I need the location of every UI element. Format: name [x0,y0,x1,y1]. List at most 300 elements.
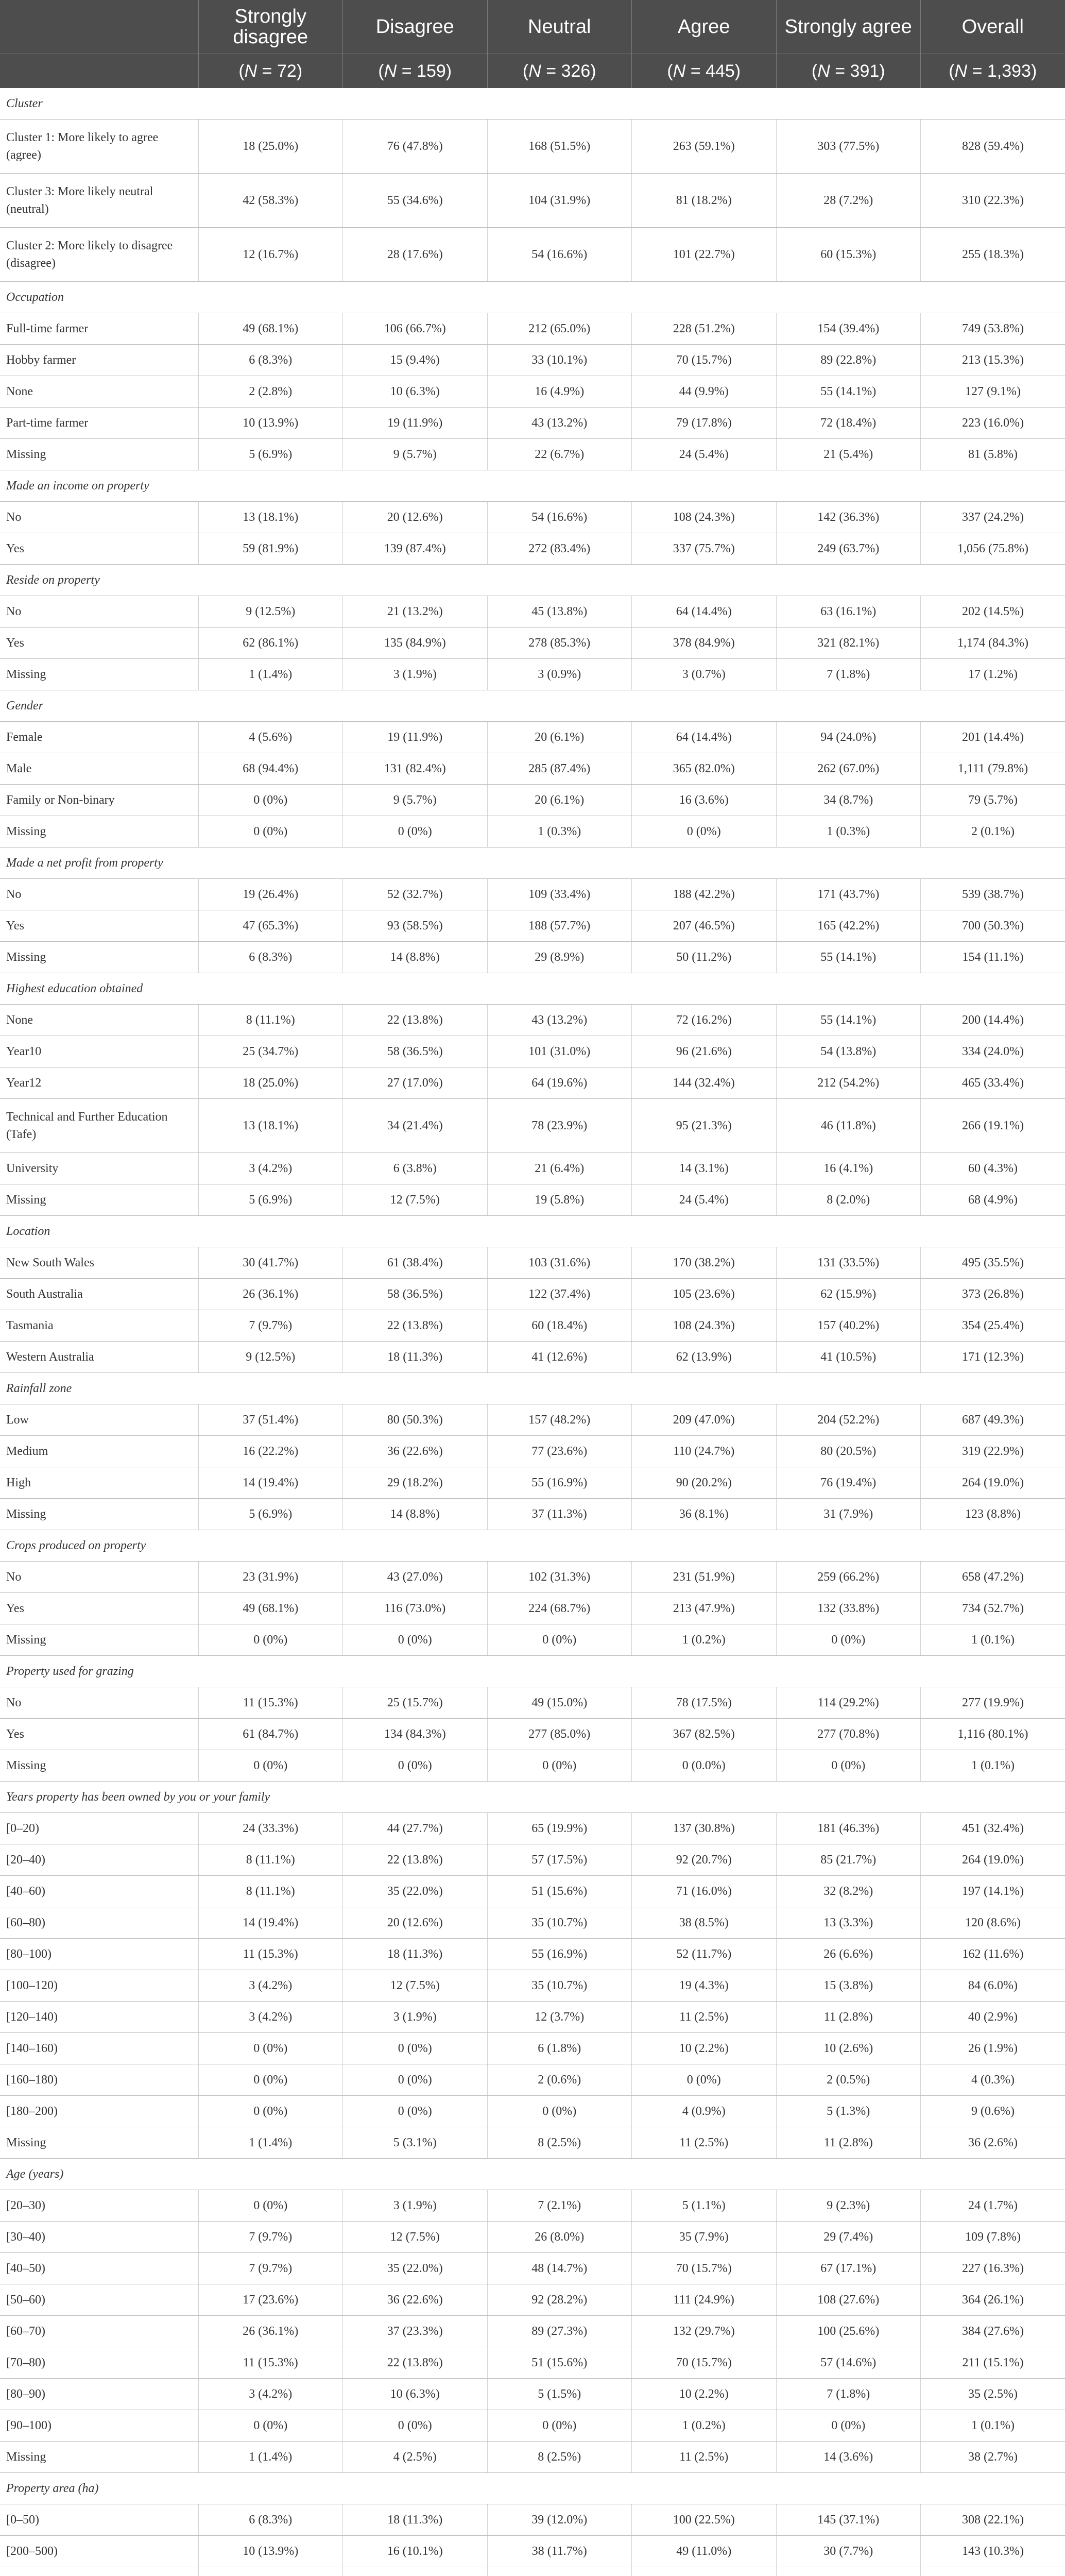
table-row [0,910,1065,942]
table-cell: 41 (12.6%) [487,1342,632,1373]
table-cell: 49 (68.1%) [198,1593,343,1624]
table-cell: 21 (13.2%) [343,596,488,628]
table-cell: 3 (1.9%) [343,659,488,690]
table-cell: 188 (42.2%) [632,879,777,910]
table-cell: 54 (16.6%) [487,228,632,282]
table-row [0,1907,1065,1939]
table-cell: 6 (8.3%) [198,345,343,376]
table-cell: 24 (1.7%) [921,2190,1065,2222]
table-row [0,1247,1065,1279]
table-cell: 54 (13.8%) [776,1036,921,1067]
row-label: [160–180) [0,2064,198,2096]
table-row [0,1970,1065,2002]
table-row [0,1467,1065,1499]
section-title: Location [0,1216,1065,1247]
table-cell: 465 (33.4%) [921,1067,1065,1099]
row-label: Yes [0,1719,198,1750]
table-cell: 65 (19.9%) [487,1813,632,1844]
table-cell: 4 (0.3%) [921,2064,1065,2096]
table-cell: 84 (6.0%) [921,1970,1065,2002]
row-label: [90–100) [0,2410,198,2442]
table-row [0,313,1065,345]
table-cell: 181 (46.3%) [776,1813,921,1844]
table-cell: 451 (32.4%) [921,1813,1065,1844]
row-label: Missing [0,1624,198,1656]
table-cell: 9 (12.5%) [198,1342,343,1373]
table-cell: 209 (47.0%) [632,1404,777,1436]
table-cell: 27 (17.0%) [343,1067,488,1099]
table-cell: 0 (0%) [343,816,488,848]
row-label: Yes [0,628,198,659]
table-cell: 10 (2.6%) [776,2033,921,2064]
table-cell: 378 (84.9%) [632,628,777,659]
table-cell: 9 (2.3%) [776,2190,921,2222]
table-row [0,120,1065,174]
table-cell: 749 (53.8%) [921,313,1065,345]
table-cell: 26 (36.1%) [198,2316,343,2347]
table-cell: 1 (0.1%) [921,1624,1065,1656]
table-cell: 354 (25.4%) [921,1310,1065,1342]
table-cell: 36 (22.6%) [343,2284,488,2316]
row-label: [200–500) [0,2536,198,2567]
table-row [0,502,1065,533]
row-label: [40–60) [0,1876,198,1907]
table-cell: 60 (15.3%) [776,228,921,282]
table-cell: 14 (8.8%) [343,1499,488,1530]
table-row [0,345,1065,376]
table-cell: 231 (51.9%) [632,1562,777,1593]
table-row [0,1687,1065,1719]
table-cell: 134 (84.3%) [343,1719,488,1750]
section-title: Age (years) [0,2159,1065,2190]
row-label: Missing [0,1499,198,1530]
table-cell: 1 (1.4%) [198,659,343,690]
table-cell: 145 (37.1%) [776,2504,921,2536]
table-cell: 16 (4.9%) [487,376,632,408]
header-cell: Neutral [487,0,632,54]
table-cell: 43 (27.0%) [343,1562,488,1593]
section-header-row [0,88,1065,120]
table-cell: 11 (2.5%) [632,2127,777,2159]
table-cell: 5 (1.5%) [487,2379,632,2410]
table-cell: 94 (24.0%) [776,722,921,753]
table-cell: 14 (19.4%) [198,1907,343,1939]
table-cell: 16 (4.1%) [776,1153,921,1184]
table-cell: 23 (31.9%) [198,1562,343,1593]
table-cell: 8 (11.1%) [198,1876,343,1907]
table-cell: 9 (5.7%) [343,439,488,470]
table-cell: 29 (8.9%) [487,942,632,973]
table-cell: 143 (10.3%) [921,2536,1065,2567]
header-cell: Overall [921,0,1065,54]
table-cell: 16 (10.1%) [343,2536,488,2567]
table-cell: 3 (4.2%) [198,2002,343,2033]
table-cell: 55 (14.1%) [776,942,921,973]
table-row [0,628,1065,659]
table-cell: 100 (25.6%) [776,2316,921,2347]
row-label: Low [0,1404,198,1436]
table-cell: 36 (22.6%) [343,1436,488,1467]
header-n-cell: (N = 445) [632,54,777,89]
table-cell: 212 (54.2%) [776,1067,921,1099]
table-cell [776,2567,921,2576]
table-cell: 47 (65.3%) [198,910,343,942]
header-n-cell: (N = 326) [487,54,632,89]
table-cell: 12 (7.5%) [343,1970,488,2002]
table-cell: 76 (47.8%) [343,120,488,174]
table-cell: 11 (15.3%) [198,2347,343,2379]
table-cell: 39 (12.0%) [487,2504,632,2536]
table-cell: 0 (0%) [198,2190,343,2222]
header-n-cell: (N = 391) [776,54,921,89]
table-cell: 278 (85.3%) [487,628,632,659]
table-cell: 6 (3.8%) [343,1153,488,1184]
table-cell: 10 (6.3%) [343,2379,488,2410]
table-cell [921,2567,1065,2576]
table-cell: 52 (32.7%) [343,879,488,910]
table-cell: 67 (17.1%) [776,2253,921,2284]
table-cell: 9 (12.5%) [198,596,343,628]
table-cell: 11 (2.5%) [632,2442,777,2473]
row-label: [40–50) [0,2253,198,2284]
table-cell: 93 (58.5%) [343,910,488,942]
table-cell: 127 (9.1%) [921,376,1065,408]
section-header-row [0,2473,1065,2504]
header-cell [0,0,198,54]
header-row [0,0,1065,54]
table-cell: 57 (14.6%) [776,2347,921,2379]
table-row [0,533,1065,565]
table-cell: 308 (22.1%) [921,2504,1065,2536]
table-cell: 1 (0.1%) [921,2410,1065,2442]
table-row [0,1750,1065,1782]
table-cell: 227 (16.3%) [921,2253,1065,2284]
table-cell: 0 (0%) [198,816,343,848]
table-row [0,2567,1065,2576]
table-cell: 1 (0.2%) [632,1624,777,1656]
table-cell [198,2567,343,2576]
table-cell: 10 (13.9%) [198,408,343,439]
table-cell [632,2567,777,2576]
table-cell: 700 (50.3%) [921,910,1065,942]
section-title: Highest education obtained [0,973,1065,1005]
table-cell: 35 (7.9%) [632,2222,777,2253]
table-cell: 103 (31.6%) [487,1247,632,1279]
row-label: [180–200) [0,2096,198,2127]
section-header-row [0,470,1065,502]
table-cell: 10 (13.9%) [198,2536,343,2567]
row-label: Western Australia [0,1342,198,1373]
table-cell: 22 (13.8%) [343,2347,488,2379]
table-row [0,2033,1065,2064]
table-cell: 1 (0.3%) [487,816,632,848]
table-cell: 18 (11.3%) [343,1939,488,1970]
row-label: High [0,1467,198,1499]
row-label: [60–70) [0,2316,198,2347]
table-cell: 42 (58.3%) [198,174,343,228]
table-cell: 5 (1.1%) [632,2190,777,2222]
table-cell: 10 (6.3%) [343,376,488,408]
table-cell: 71 (16.0%) [632,1876,777,1907]
table-cell: 3 (0.7%) [632,659,777,690]
row-label: Missing [0,1184,198,1216]
table-cell: 25 (34.7%) [198,1036,343,1067]
table-cell: 55 (16.9%) [487,1939,632,1970]
table-cell: 37 (11.3%) [487,1499,632,1530]
table-cell: 64 (14.4%) [632,596,777,628]
table-cell: 120 (8.6%) [921,1907,1065,1939]
table-cell: 16 (3.6%) [632,785,777,816]
table-cell: 277 (19.9%) [921,1687,1065,1719]
table-cell: 3 (1.9%) [343,2190,488,2222]
table-cell: 373 (26.8%) [921,1279,1065,1310]
table-cell: 26 (8.0%) [487,2222,632,2253]
table-cell: 35 (22.0%) [343,2253,488,2284]
table-cell: 0 (0%) [487,1624,632,1656]
table-cell: 105 (23.6%) [632,1279,777,1310]
table-cell: 0 (0%) [487,2410,632,2442]
table-cell: 365 (82.0%) [632,753,777,785]
table-cell: 80 (50.3%) [343,1404,488,1436]
table-cell: 34 (21.4%) [343,1099,488,1153]
table-cell: 123 (8.8%) [921,1499,1065,1530]
row-label: [0–50) [0,2504,198,2536]
table-cell: 37 (51.4%) [198,1404,343,1436]
table-row [0,1404,1065,1436]
table-cell: 62 (86.1%) [198,628,343,659]
row-label: Missing [0,659,198,690]
table-cell: 7 (2.1%) [487,2190,632,2222]
table-cell: 16 (22.2%) [198,1436,343,1467]
table-cell: 109 (33.4%) [487,879,632,910]
row-label: Tasmania [0,1310,198,1342]
row-label: Missing [0,2442,198,2473]
table-cell: 35 (10.7%) [487,1907,632,1939]
table-cell: 44 (27.7%) [343,1813,488,1844]
table-cell: 110 (24.7%) [632,1436,777,1467]
table-cell: 35 (10.7%) [487,1970,632,2002]
table-row [0,2064,1065,2096]
table-cell: 0 (0%) [198,2033,343,2064]
table-cell: 2 (2.8%) [198,376,343,408]
table-row [0,1844,1065,1876]
table-cell: 13 (18.1%) [198,1099,343,1153]
table-cell: 61 (38.4%) [343,1247,488,1279]
row-label: [60–80) [0,1907,198,1939]
table-row [0,879,1065,910]
header-cell: Disagree [343,0,488,54]
table-cell: 28 (7.2%) [776,174,921,228]
table-cell: 11 (15.3%) [198,1939,343,1970]
table-cell: 171 (43.7%) [776,879,921,910]
table-cell: 58 (36.5%) [343,1279,488,1310]
table-cell: 26 (36.1%) [198,1279,343,1310]
table-cell: 51 (15.6%) [487,2347,632,2379]
table-cell: 14 (3.6%) [776,2442,921,2473]
table-cell: 45 (13.8%) [487,596,632,628]
table-cell: 0 (0%) [343,2064,488,2096]
table-cell: 77 (23.6%) [487,1436,632,1467]
table-row [0,596,1065,628]
section-title: Occupation [0,282,1065,313]
table-cell: 19 (4.3%) [632,1970,777,2002]
row-label: Missing [0,2127,198,2159]
table-row [0,2410,1065,2442]
table-cell: 8 (11.1%) [198,1844,343,1876]
section-header-row [0,1530,1065,1562]
table-cell: 255 (18.3%) [921,228,1065,282]
table-cell: 21 (6.4%) [487,1153,632,1184]
table-cell: 55 (14.1%) [776,1005,921,1036]
header-n-cell: (N = 72) [198,54,343,89]
table-cell: 259 (66.2%) [776,1562,921,1593]
row-label: New South Wales [0,1247,198,1279]
row-label: None [0,1005,198,1036]
table-cell: 44 (9.9%) [632,376,777,408]
table-row [0,2347,1065,2379]
table-cell: 35 (2.5%) [921,2379,1065,2410]
table-cell: 43 (13.2%) [487,408,632,439]
table-cell: 2 (0.1%) [921,816,1065,848]
row-label: Family or Non-binary [0,785,198,816]
table-cell: 78 (23.9%) [487,1099,632,1153]
table-cell: 79 (5.7%) [921,785,1065,816]
header-cell: Strongly disagree [198,0,343,54]
table-cell: 132 (33.8%) [776,1593,921,1624]
section-title: Crops produced on property [0,1530,1065,1562]
table-cell: 55 (16.9%) [487,1467,632,1499]
table-cell: 37 (23.3%) [343,2316,488,2347]
table-cell: 4 (5.6%) [198,722,343,753]
table-cell: 18 (25.0%) [198,120,343,174]
table-cell: 70 (15.7%) [632,2253,777,2284]
table-cell: 5 (3.1%) [343,2127,488,2159]
row-label: Missing [0,1750,198,1782]
table-row [0,2127,1065,2159]
table-cell: 0 (0%) [343,1750,488,1782]
row-label: No [0,502,198,533]
table-cell: 6 (8.3%) [198,2504,343,2536]
table-cell: 7 (1.8%) [776,659,921,690]
table-cell: 2 (0.5%) [776,2064,921,2096]
table-cell: 263 (59.1%) [632,120,777,174]
table-cell: 101 (22.7%) [632,228,777,282]
section-header-row [0,690,1065,722]
table-cell: 22 (13.8%) [343,1844,488,1876]
table-cell: 1,056 (75.8%) [921,533,1065,565]
table-cell: 7 (1.8%) [776,2379,921,2410]
table-cell: 249 (63.7%) [776,533,921,565]
table-cell: 142 (36.3%) [776,502,921,533]
table-cell: 18 (11.3%) [343,2504,488,2536]
table-row [0,1499,1065,1530]
table-cell: 24 (5.4%) [632,439,777,470]
row-label: Missing [0,816,198,848]
table-row [0,228,1065,282]
header-cell: Agree [632,0,777,54]
table-cell: 70 (15.7%) [632,2347,777,2379]
section-header-row [0,282,1065,313]
table-cell: 85 (21.7%) [776,1844,921,1876]
table-cell: 9 (5.7%) [343,785,488,816]
section-title: Cluster [0,88,1065,120]
row-label: Year12 [0,1067,198,1099]
table-cell: 0 (0%) [198,2410,343,2442]
row-label: [120–140) [0,2002,198,2033]
table-row [0,1310,1065,1342]
row-label: Year10 [0,1036,198,1067]
table-cell: 28 (17.6%) [343,228,488,282]
table-cell: 116 (73.0%) [343,1593,488,1624]
table-cell: 828 (59.4%) [921,120,1065,174]
table-row [0,942,1065,973]
table-cell: 63 (16.1%) [776,596,921,628]
table-cell: 46 (11.8%) [776,1099,921,1153]
table-cell: 20 (12.6%) [343,1907,488,1939]
table-row [0,2096,1065,2127]
table-row [0,174,1065,228]
table-row [0,2002,1065,2033]
table-cell: 277 (70.8%) [776,1719,921,1750]
table-cell: 24 (33.3%) [198,1813,343,1844]
table-cell: 101 (31.0%) [487,1036,632,1067]
section-header-row [0,565,1065,596]
table-cell: 62 (13.9%) [632,1342,777,1373]
section-header-row [0,1656,1065,1687]
table-row [0,1436,1065,1467]
table-cell: 0 (0%) [776,2410,921,2442]
table-cell: 364 (26.1%) [921,2284,1065,2316]
table-cell: 200 (14.4%) [921,1005,1065,1036]
table-cell: 384 (27.6%) [921,2316,1065,2347]
table-row [0,1067,1065,1099]
row-label: Full-time farmer [0,313,198,345]
table-cell: 68 (4.9%) [921,1184,1065,1216]
table-row [0,2284,1065,2316]
table-cell: 64 (19.6%) [487,1067,632,1099]
section-title: Gender [0,690,1065,722]
header-n-cell: (N = 1,393) [921,54,1065,89]
table-row [0,1624,1065,1656]
table-cell: 310 (22.3%) [921,174,1065,228]
table-cell: 64 (14.4%) [632,722,777,753]
row-label [0,2567,198,2576]
table-cell: 7 (9.7%) [198,2222,343,2253]
table-cell: 14 (8.8%) [343,942,488,973]
table-cell: 9 (0.6%) [921,2096,1065,2127]
section-title: Years property has been owned by you or your family [0,1782,1065,1813]
table-body [0,88,1065,2576]
table-cell: 154 (11.1%) [921,942,1065,973]
table-cell: 20 (6.1%) [487,722,632,753]
table-cell: 38 (2.7%) [921,2442,1065,2473]
row-label: [50–60) [0,2284,198,2316]
row-label: Part-time farmer [0,408,198,439]
table-cell: 224 (68.7%) [487,1593,632,1624]
table-cell: 81 (18.2%) [632,174,777,228]
table-cell: 495 (35.5%) [921,1247,1065,1279]
table-cell: 92 (20.7%) [632,1844,777,1876]
table-cell: 20 (6.1%) [487,785,632,816]
section-header-row [0,973,1065,1005]
table-cell: 0 (0%) [487,2096,632,2127]
table-cell: 6 (1.8%) [487,2033,632,2064]
table-cell: 12 (16.7%) [198,228,343,282]
table-cell: 49 (11.0%) [632,2536,777,2567]
table-cell: 1 (0.2%) [632,2410,777,2442]
table-cell: 70 (15.7%) [632,345,777,376]
section-header-row [0,1373,1065,1404]
